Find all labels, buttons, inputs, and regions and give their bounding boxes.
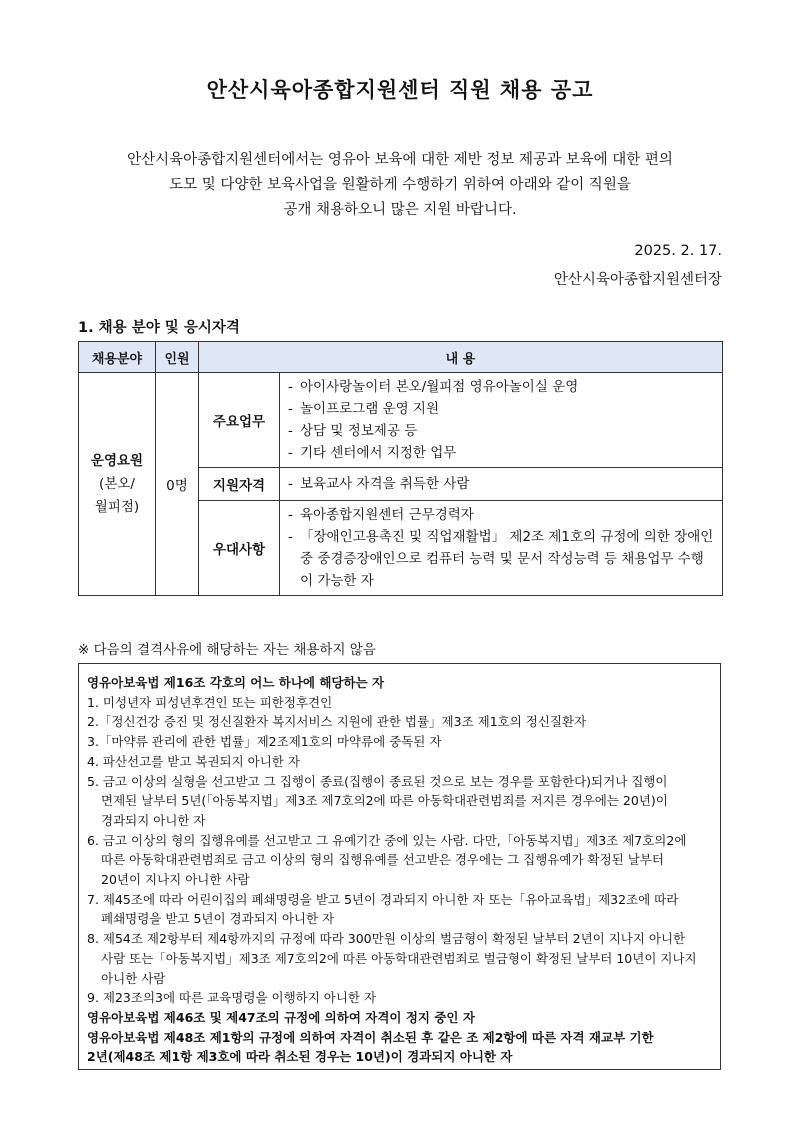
list-item: 7. 제45조에 따라 어린이집의 폐쇄명령을 받고 5년이 경과되지 아니한 자 또는「유아교육법」제32조에 따라 bbox=[87, 891, 679, 907]
row-label: 주요업무 bbox=[199, 373, 280, 468]
list-item-continued: 면제된 날부터 5년(「아동복지법」제3조 제7호의2에 따른 아동학대관련범죄를 저지른 경우에는 20년)이 bbox=[101, 793, 668, 809]
issuer: 안산시육아종합지원센터장 bbox=[553, 272, 722, 288]
field-name: 운영요원 bbox=[90, 452, 144, 469]
list-item: - 보육교사 자격을 취득한 사람 bbox=[288, 476, 470, 492]
list-item: 1. 미성년자 피성년후견인 또는 피한정후견인 bbox=[87, 694, 333, 710]
list-item: - 육아종합지원센터 근무경력자 bbox=[288, 507, 474, 523]
field-cell bbox=[79, 373, 156, 596]
list-item: 5. 금고 이상의 실형을 선고받고 그 집행이 종료(집행이 종료된 것으로 보는 경우를 포함한다)되거나 집행이 bbox=[87, 773, 668, 789]
box-footer: 2년(제48조 제1항 제3호에 따라 취소된 경우는 10년)이 경과되지 아니한 자 bbox=[87, 1049, 513, 1065]
row-label: 우대사항 bbox=[199, 501, 280, 596]
list-item: - 상담 및 정보제공 등 bbox=[288, 423, 418, 439]
header-content: 내 용 bbox=[199, 342, 723, 373]
list-item: - 아이사랑놀이터 본오/월피점 영유아놀이실 운영 bbox=[288, 379, 579, 395]
intro-line: 공개 채용하오니 많은 지원 바랍니다. bbox=[283, 202, 517, 218]
list-item-continued: 20년이 지나지 아니한 사람 bbox=[101, 872, 250, 888]
disqualification-box bbox=[78, 663, 721, 1070]
section-title: 1. 채용 분야 및 응시자격 bbox=[78, 320, 240, 336]
header-field: 채용분야 bbox=[79, 342, 156, 373]
box-footer: 영유아보육법 제48조 제1항의 규정에 의하여 자격이 취소된 후 같은 조 제2항에 따른 자격 재교부 기한 bbox=[87, 1029, 654, 1045]
list-item-continued: 사람 또는「아동복지법」제3조 제7호의2에 따른 아동학대관련범죄로 벌금형이 확정된 날부터 10년이 지나지 bbox=[101, 950, 697, 966]
list-item: - 「장애인고용촉진 및 직업재활법」 제2조 제1호의 규정에 의한 장애인 중 중경증장애인으로 컴퓨터 능력 및 문서 작성능력 등 채용업무 수행이 가능한 자 bbox=[288, 529, 714, 589]
field-branch: 월피점) bbox=[94, 498, 140, 515]
box-heading: 영유아보육법 제16조 각호의 어느 하나에 해당하는 자 bbox=[87, 675, 385, 690]
recruitment-table bbox=[78, 341, 723, 596]
list-item: 2.「정신건강 증진 및 정신질환자 복지서비스 지원에 관한 법률」제3조 제1호의 정신질환자 bbox=[87, 714, 587, 730]
count-cell: 0명 bbox=[156, 373, 199, 596]
list-item-continued: 아니한 사람 bbox=[101, 970, 166, 986]
table-row bbox=[79, 373, 723, 468]
announcement-date: 2025. 2. 17. bbox=[634, 243, 722, 259]
list-item-continued: 폐쇄명령을 받고 5년이 경과되지 아니한 자 bbox=[101, 911, 335, 927]
header-count: 인원 bbox=[156, 342, 199, 373]
table-header-row bbox=[79, 342, 723, 373]
box-footer: 영유아보육법 제46조 및 제47조의 규정에 의하여 자격이 정지 중인 자 bbox=[87, 1009, 475, 1025]
page-title: 안산시육아종합지원센터 직원 채용 공고 bbox=[206, 78, 594, 102]
disqualification-notice: ※ 다음의 결격사유에 해당하는 자는 채용하지 않음 bbox=[78, 642, 376, 658]
list-item: 3.「마약류 관리에 관한 법률」제2조제1호의 마약류에 중독된 자 bbox=[87, 734, 442, 750]
list-item: - 기타 센터에서 지정한 업무 bbox=[288, 445, 457, 461]
row-content bbox=[280, 501, 723, 596]
row-content bbox=[280, 468, 723, 501]
list-item: - 놀이프로그램 운영 지원 bbox=[288, 401, 439, 417]
list-item: 4. 파산선고를 받고 복권되지 아니한 자 bbox=[87, 753, 300, 769]
row-content bbox=[280, 373, 723, 468]
list-item: 6. 금고 이상의 형의 집행유예를 선고받고 그 유예기간 중에 있는 사람. 다만,「아동복지법」제3조 제7호의2에 bbox=[87, 832, 687, 848]
list-item: 9. 제23조의3에 따른 교육명령을 이행하지 아니한 자 bbox=[87, 990, 377, 1006]
field-branch: (본오/ bbox=[99, 475, 135, 492]
list-item-continued: 따른 아동학대관련범죄로 금고 이상의 형의 집행유예를 선고받은 경우에는 그 집행유예가 확정된 날부터 bbox=[101, 852, 664, 868]
list-item: 8. 제54조 제2항부터 제4항까지의 규정에 따라 300만원 이상의 벌금형이 확정된 날부터 2년이 지나지 아니한 bbox=[87, 931, 686, 947]
intro-line: 도모 및 다양한 보육사업을 원활하게 수행하기 위하여 아래와 같이 직원을 bbox=[169, 177, 631, 193]
intro-paragraph bbox=[90, 148, 710, 223]
list-item-continued: 경과되지 아니한 자 bbox=[101, 812, 206, 828]
intro-line: 안산시육아종합지원센터에서는 영유아 보육에 대한 제반 정보 제공과 보육에 대한 편의 bbox=[127, 152, 673, 168]
row-label: 지원자격 bbox=[199, 468, 280, 501]
